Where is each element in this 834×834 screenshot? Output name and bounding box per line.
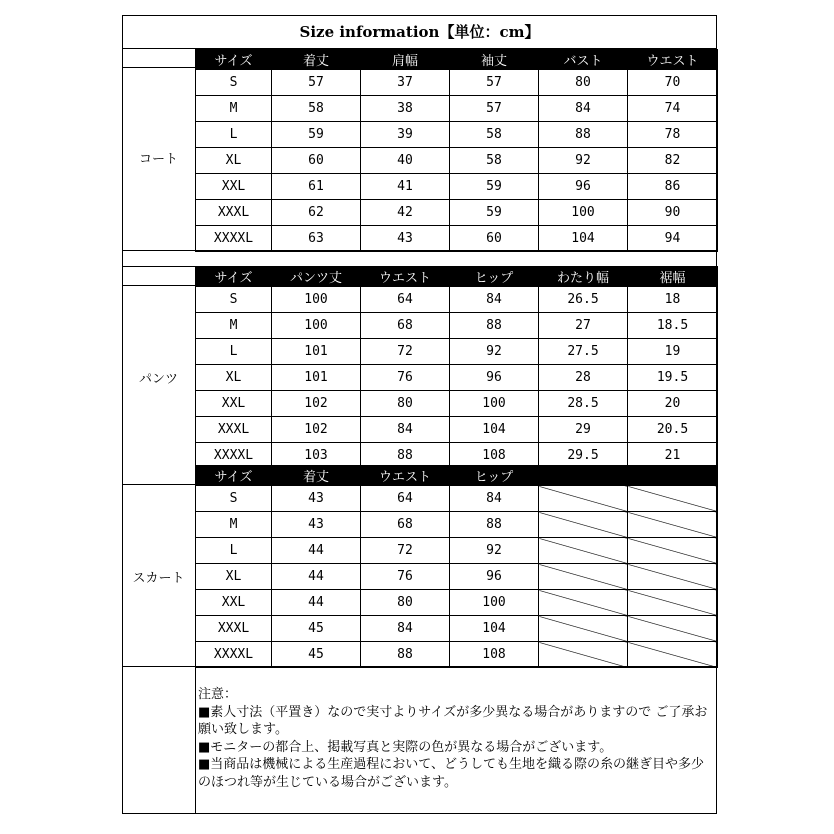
column-header: ウエスト xyxy=(361,267,450,287)
table-cell: 88 xyxy=(361,443,450,469)
category-label-skirt: スカート xyxy=(132,571,185,586)
column-header: 着丈 xyxy=(272,466,361,486)
table-cell: 44 xyxy=(272,590,361,616)
table-cell: 92 xyxy=(450,339,539,365)
column-header xyxy=(539,466,628,486)
table-cell: 18 xyxy=(628,287,718,313)
table-cell: 88 xyxy=(361,642,450,668)
table-cell: 63 xyxy=(272,226,361,252)
table-cell: 74 xyxy=(628,96,718,122)
table-cell: XXXL xyxy=(196,616,272,642)
notes-block xyxy=(198,686,714,791)
empty-cell xyxy=(628,538,718,564)
table-cell: 26.5 xyxy=(539,287,628,313)
note-item: ■素人寸法（平置き）なので実寸よりサイズが多少異なる場合がありますので ご了承お願い致します。 xyxy=(198,704,708,737)
table-cell: 68 xyxy=(361,313,450,339)
table-row xyxy=(196,486,718,512)
table-cell: M xyxy=(196,96,272,122)
table-row xyxy=(196,122,718,148)
table-cell: XXXXL xyxy=(196,642,272,668)
column-header: パンツ丈 xyxy=(272,267,361,287)
table-cell: 19 xyxy=(628,339,718,365)
table-cell: 88 xyxy=(539,122,628,148)
section-divider xyxy=(122,484,196,485)
table-cell: 57 xyxy=(450,70,539,96)
empty-cell xyxy=(628,616,718,642)
table-cell: XXL xyxy=(196,174,272,200)
column-header: 肩幅 xyxy=(361,50,450,70)
column-header: ヒップ xyxy=(450,466,539,486)
column-header xyxy=(628,466,718,486)
table-cell: 100 xyxy=(272,313,361,339)
note-item: ■当商品は機械による生産過程において、どうしても生地を織る際の糸の継ぎ目や多少のほつれ等が生じている場合がございます。 xyxy=(198,757,705,790)
column-header: サイズ xyxy=(196,466,272,486)
table-header-row xyxy=(196,50,718,70)
table-row xyxy=(196,287,718,313)
table-cell: 80 xyxy=(361,391,450,417)
column-header: ウエスト xyxy=(361,466,450,486)
table-row xyxy=(196,226,718,252)
coat-size-table xyxy=(195,49,718,252)
table-cell: 100 xyxy=(450,391,539,417)
table-cell: 28 xyxy=(539,365,628,391)
table-row xyxy=(196,174,718,200)
table-cell: 64 xyxy=(361,486,450,512)
table-cell: 84 xyxy=(361,417,450,443)
table-cell: 96 xyxy=(450,365,539,391)
table-cell: 59 xyxy=(450,200,539,226)
table-header-row xyxy=(196,466,718,486)
table-row xyxy=(196,642,718,668)
table-cell: XL xyxy=(196,148,272,174)
table-row xyxy=(196,417,718,443)
table-cell: 88 xyxy=(450,512,539,538)
table-row xyxy=(196,365,718,391)
category-label-coat: コート xyxy=(138,152,178,167)
column-header: サイズ xyxy=(196,267,272,287)
table-cell: 29 xyxy=(539,417,628,443)
section-divider xyxy=(122,67,196,68)
table-cell: 19.5 xyxy=(628,365,718,391)
column-header: 裾幅 xyxy=(628,267,718,287)
table-cell: XL xyxy=(196,564,272,590)
table-cell: 60 xyxy=(450,226,539,252)
table-row xyxy=(196,590,718,616)
table-cell: 104 xyxy=(450,616,539,642)
table-cell: 70 xyxy=(628,70,718,96)
table-cell: 100 xyxy=(450,590,539,616)
table-cell: 84 xyxy=(450,287,539,313)
table-cell: 103 xyxy=(272,443,361,469)
table-row xyxy=(196,313,718,339)
table-cell: 38 xyxy=(361,96,450,122)
table-cell: 80 xyxy=(539,70,628,96)
table-row xyxy=(196,96,718,122)
empty-cell xyxy=(628,512,718,538)
table-cell: L xyxy=(196,122,272,148)
table-cell: 59 xyxy=(450,174,539,200)
table-row xyxy=(196,200,718,226)
table-cell: M xyxy=(196,313,272,339)
table-cell: 57 xyxy=(450,96,539,122)
table-cell: 76 xyxy=(361,365,450,391)
table-cell: 100 xyxy=(272,287,361,313)
table-cell: S xyxy=(196,287,272,313)
column-header: ヒップ xyxy=(450,267,539,287)
table-cell: 58 xyxy=(272,96,361,122)
table-cell: 40 xyxy=(361,148,450,174)
skirt-size-table xyxy=(195,465,718,668)
table-cell: 72 xyxy=(361,339,450,365)
table-cell: 108 xyxy=(450,443,539,469)
table-cell: S xyxy=(196,486,272,512)
table-cell: 88 xyxy=(450,313,539,339)
table-cell: 96 xyxy=(539,174,628,200)
empty-cell xyxy=(539,564,628,590)
table-cell: 76 xyxy=(361,564,450,590)
table-header-row xyxy=(196,267,718,287)
table-row xyxy=(196,564,718,590)
pants-size-table xyxy=(195,266,718,469)
note-item: ■モニターの都合上、掲載写真と実際の色が異なる場合がございます。 xyxy=(198,739,613,755)
table-cell: L xyxy=(196,538,272,564)
empty-cell xyxy=(539,538,628,564)
table-cell: 43 xyxy=(272,512,361,538)
table-cell: 20.5 xyxy=(628,417,718,443)
table-cell: 42 xyxy=(361,200,450,226)
table-cell: 44 xyxy=(272,538,361,564)
table-cell: S xyxy=(196,70,272,96)
table-cell: M xyxy=(196,512,272,538)
section-divider xyxy=(122,666,717,667)
table-cell: 43 xyxy=(361,226,450,252)
table-cell: 80 xyxy=(361,590,450,616)
table-cell: 37 xyxy=(361,70,450,96)
table-cell: 104 xyxy=(450,417,539,443)
table-cell: 61 xyxy=(272,174,361,200)
table-cell: 45 xyxy=(272,642,361,668)
table-cell: 57 xyxy=(272,70,361,96)
page-title: Size information【単位：cm】 xyxy=(122,15,717,49)
table-row xyxy=(196,339,718,365)
table-cell: 102 xyxy=(272,391,361,417)
table-cell: 27.5 xyxy=(539,339,628,365)
table-row xyxy=(196,70,718,96)
column-header: わたり幅 xyxy=(539,267,628,287)
table-cell: XXL xyxy=(196,391,272,417)
table-cell: 84 xyxy=(450,486,539,512)
table-cell: XXXL xyxy=(196,200,272,226)
table-cell: 18.5 xyxy=(628,313,718,339)
table-cell: 101 xyxy=(272,365,361,391)
table-cell: 102 xyxy=(272,417,361,443)
empty-cell xyxy=(539,486,628,512)
table-cell: L xyxy=(196,339,272,365)
section-divider xyxy=(122,285,196,286)
table-cell: XXL xyxy=(196,590,272,616)
table-cell: 58 xyxy=(450,122,539,148)
table-cell: 27 xyxy=(539,313,628,339)
table-cell: 28.5 xyxy=(539,391,628,417)
table-cell: 90 xyxy=(628,200,718,226)
table-cell: 72 xyxy=(361,538,450,564)
notes-heading: 注意： xyxy=(198,687,238,702)
column-header: 着丈 xyxy=(272,50,361,70)
table-row xyxy=(196,512,718,538)
table-row xyxy=(196,391,718,417)
table-cell: XXXXL xyxy=(196,443,272,469)
table-cell: XL xyxy=(196,365,272,391)
table-cell: 82 xyxy=(628,148,718,174)
table-cell: 108 xyxy=(450,642,539,668)
table-row xyxy=(196,148,718,174)
table-cell: 44 xyxy=(272,564,361,590)
notes-divider xyxy=(195,666,196,814)
table-cell: 41 xyxy=(361,174,450,200)
empty-cell xyxy=(539,616,628,642)
table-cell: 104 xyxy=(539,226,628,252)
column-header: サイズ xyxy=(196,50,272,70)
table-cell: 43 xyxy=(272,486,361,512)
empty-cell xyxy=(628,564,718,590)
table-cell: 84 xyxy=(539,96,628,122)
table-cell: 101 xyxy=(272,339,361,365)
table-cell: 84 xyxy=(361,616,450,642)
table-cell: 60 xyxy=(272,148,361,174)
empty-cell xyxy=(628,590,718,616)
table-row xyxy=(196,616,718,642)
table-cell: XXXXL xyxy=(196,226,272,252)
column-header: ウエスト xyxy=(628,50,718,70)
table-cell: 78 xyxy=(628,122,718,148)
table-cell: 45 xyxy=(272,616,361,642)
empty-cell xyxy=(628,486,718,512)
empty-cell xyxy=(539,512,628,538)
column-header: バスト xyxy=(539,50,628,70)
table-cell: 64 xyxy=(361,287,450,313)
empty-cell xyxy=(539,590,628,616)
table-cell: XXXL xyxy=(196,417,272,443)
table-cell: 59 xyxy=(272,122,361,148)
empty-cell xyxy=(628,642,718,668)
column-header: 袖丈 xyxy=(450,50,539,70)
table-cell: 39 xyxy=(361,122,450,148)
table-cell: 58 xyxy=(450,148,539,174)
table-cell: 68 xyxy=(361,512,450,538)
empty-cell xyxy=(539,642,628,668)
table-cell: 21 xyxy=(628,443,718,469)
table-cell: 100 xyxy=(539,200,628,226)
table-cell: 86 xyxy=(628,174,718,200)
section-divider xyxy=(122,266,196,267)
table-row xyxy=(196,538,718,564)
table-cell: 92 xyxy=(450,538,539,564)
table-cell: 62 xyxy=(272,200,361,226)
section-divider xyxy=(122,250,717,251)
table-cell: 94 xyxy=(628,226,718,252)
table-cell: 96 xyxy=(450,564,539,590)
category-label-pants: パンツ xyxy=(138,372,178,387)
table-cell: 92 xyxy=(539,148,628,174)
table-cell: 20 xyxy=(628,391,718,417)
table-cell: 29.5 xyxy=(539,443,628,469)
